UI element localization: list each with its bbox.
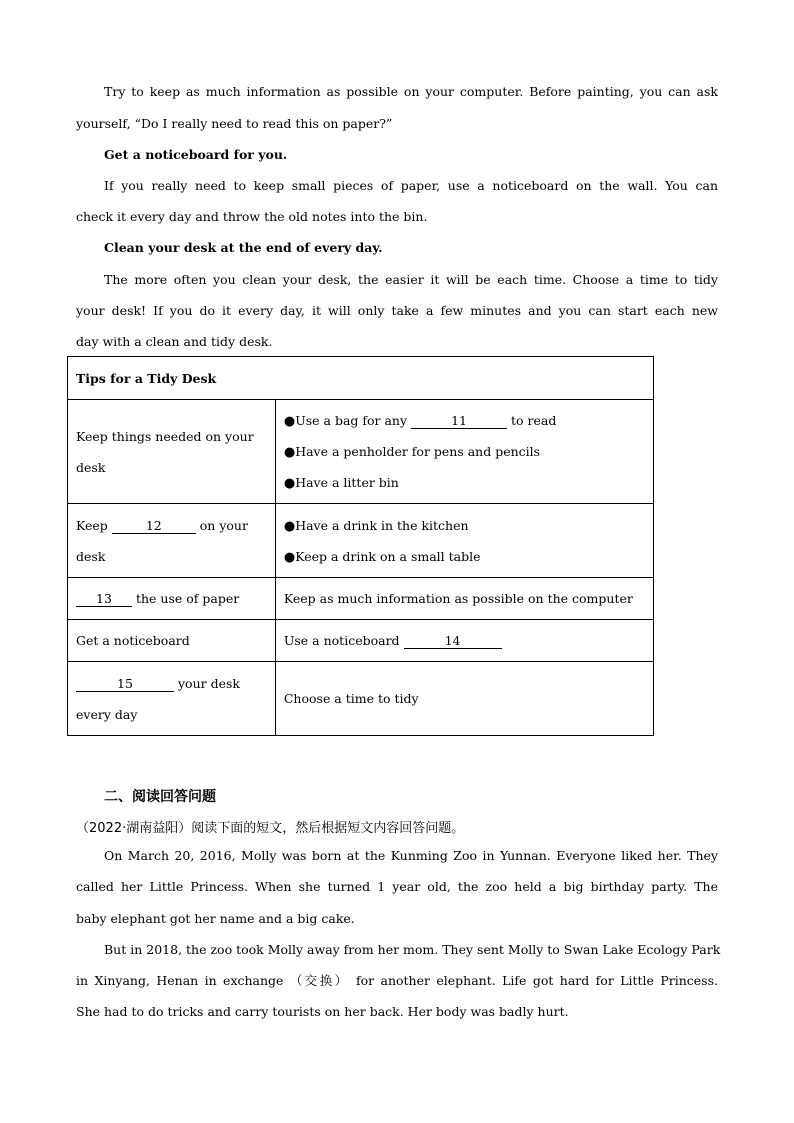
table-cell: Keep things needed on your desk [68, 400, 276, 504]
paragraph-line: your desk! If you do it every day, it will only take a few minutes and you can start each new [76, 303, 718, 318]
table-row [68, 504, 654, 578]
table-cell: 13 the use of paper [68, 578, 276, 620]
bullet-icon: ● [283, 518, 296, 534]
paragraph-line: called her Little Princess. When she turned 1 year old, the zoo held a big birthday party. The [76, 879, 718, 894]
answer-blank-12[interactable]: 12 [112, 519, 196, 534]
table-cell [275, 504, 653, 578]
table-cell [275, 400, 653, 504]
bullet-item: ●Use a bag for any 11 to read [283, 413, 557, 429]
paragraph-line: On March 20, 2016, Molly was born at the Kunming Zoo in Yunnan. Everyone liked her. They [104, 848, 718, 863]
bullet-item: ●Keep a drink on a small table [283, 548, 481, 565]
table-cell: Keep as much information as possible on the computer [275, 578, 653, 620]
answer-blank-15[interactable]: 15 [76, 677, 174, 692]
bullet-icon: ● [283, 549, 296, 565]
paragraph-line: day with a clean and tidy desk. [76, 334, 273, 349]
table-cell: 15 your desk every day [68, 662, 276, 736]
bullet-icon: ● [283, 414, 296, 429]
section-heading: 二、阅读回答问题 [104, 789, 216, 805]
paragraph-line: The more often you clean your desk, the easier it will be each time. Choose a time to tidy [104, 272, 718, 287]
subheading-clean-desk: Clean your desk at the end of every day. [104, 240, 383, 255]
table-cell: Keep 12 on your desk [68, 504, 276, 578]
bullet-icon: ● [283, 476, 296, 491]
paragraph-line: If you really need to keep small pieces of paper, use a noticeboard on the wall. You can [104, 178, 718, 193]
bullet-item: ●Have a penholder for pens and pencils [283, 444, 541, 460]
table-cell: Use a noticeboard 14 [275, 620, 653, 662]
answer-blank-13[interactable]: 13 [76, 592, 132, 607]
paragraph-line: yourself, “Do I really need to read this on paper?” [76, 116, 393, 131]
paragraph-line: She had to do tricks and carry tourists on her back. Her body was badly hurt. [76, 1004, 569, 1019]
table-row [68, 662, 654, 736]
bullet-icon: ● [283, 445, 296, 460]
paragraph-line: Try to keep as much information as possible on your computer. Before painting, you can ask [104, 84, 718, 99]
paragraph-line: baby elephant got her name and a big cake. [76, 911, 355, 926]
answer-blank-11[interactable]: 11 [411, 414, 507, 429]
table-row [68, 578, 654, 620]
table-cell: Get a noticeboard [68, 620, 276, 662]
table-row [68, 620, 654, 662]
source-note: （2022·湖南益阳）阅读下面的短文，然后根据短文内容回答问题。 [76, 821, 465, 836]
paragraph-line: in Xinyang, Henan in exchange （交换） for another elephant. Life got hard for Little Princess. [76, 973, 718, 988]
paragraph-line: But in 2018, the zoo took Molly away from her mom. They sent Molly to Swan Lake Ecology Park [104, 942, 721, 957]
bullet-item: ●Have a drink in the kitchen [283, 517, 469, 534]
subheading-noticeboard: Get a noticeboard for you. [104, 147, 288, 162]
paragraph-line: check it every day and throw the old notes into the bin. [76, 209, 428, 224]
table-title: Tips for a Tidy Desk [68, 357, 654, 400]
bullet-item: ●Have a litter bin [283, 475, 399, 491]
table-cell: Choose a time to tidy [275, 662, 653, 736]
table-row [68, 400, 654, 504]
tips-table [67, 356, 654, 736]
answer-blank-14[interactable]: 14 [404, 634, 502, 649]
